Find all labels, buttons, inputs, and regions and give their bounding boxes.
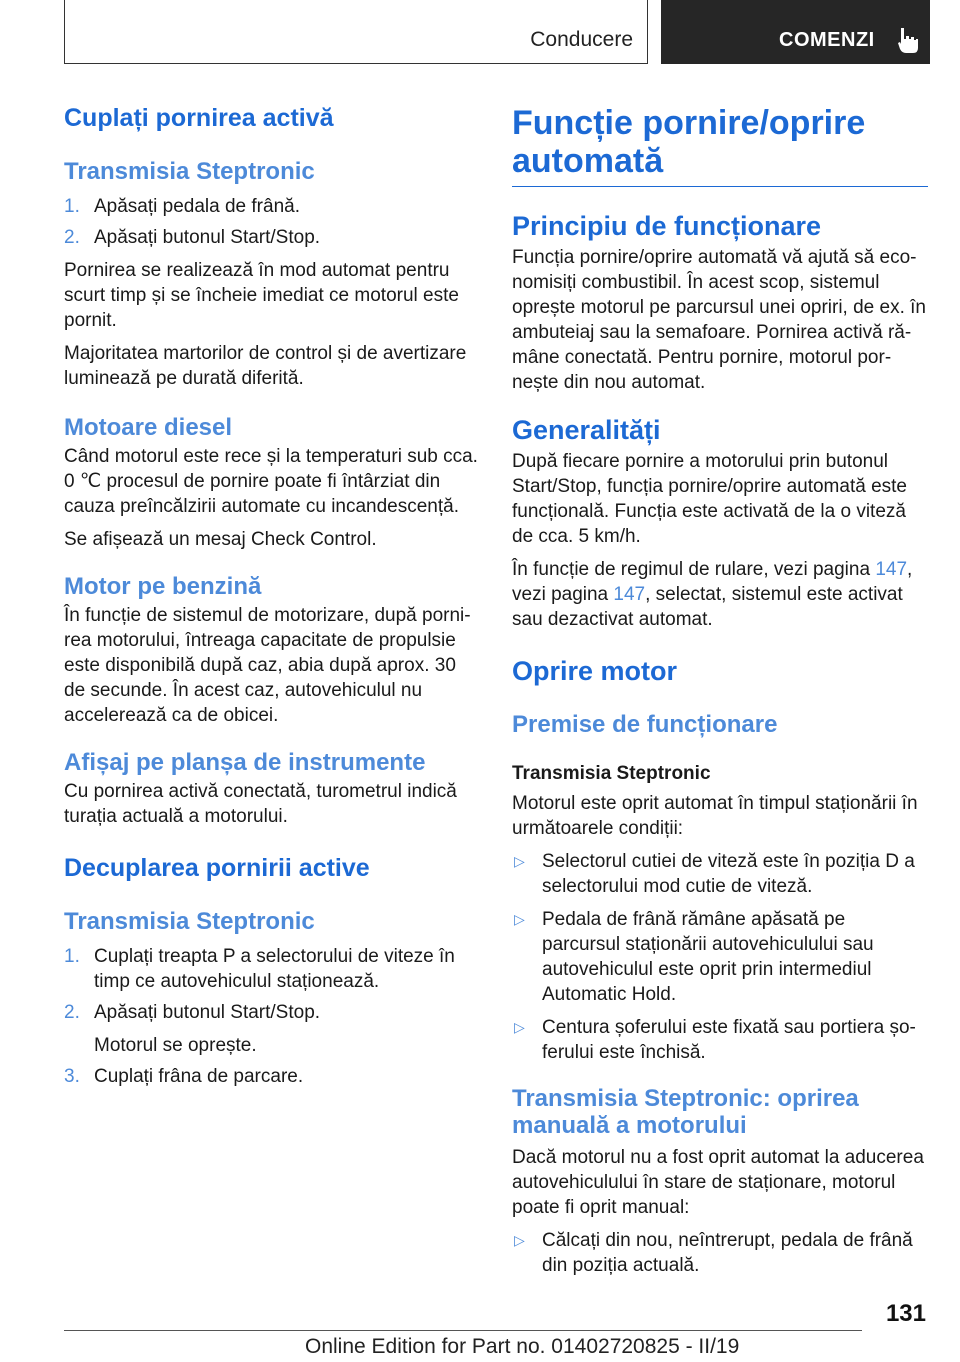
list-item	[64, 1064, 480, 1089]
edition-label: Online Edition for Part no. 01402720825 - II/19	[305, 1335, 740, 1358]
step-number: 1.	[64, 196, 80, 217]
page-link[interactable]: 147	[613, 584, 646, 605]
list-item	[64, 944, 480, 994]
paragraph: Dacă motorul nu a fost oprit automat la aducerea autovehiculului în stare de staționare, motorul poate fi oprit manual:	[512, 1147, 924, 1218]
page-header	[64, 0, 930, 64]
steps-list	[64, 944, 480, 1089]
step-text: Apăsați pedala de frână.	[94, 196, 300, 217]
triangle-bullet-icon: ▷	[514, 853, 525, 869]
step-number: 2.	[64, 1002, 80, 1023]
bullet-list	[512, 1228, 928, 1278]
paragraph: Funcția pornire/oprire automată vă ajută să economisiți combustibil. În acest scop, sistemul oprește motorul pe parcursul unei opriri, de ex. în ambuteiaj sau la semafoare. Pornirea activă rămâne conectată. Pentru pornire, motorul pornește din nou automat.	[512, 247, 926, 393]
right-column	[512, 104, 928, 1278]
bullet-list	[512, 849, 928, 1065]
subsection-title: Transmisia Steptronic	[64, 158, 315, 185]
step-note: Motorul se oprește.	[94, 1035, 257, 1056]
list-item	[512, 1228, 928, 1278]
list-item	[512, 849, 928, 899]
section-title: Cuplați pornirea activă	[64, 104, 334, 132]
paragraph: Motorul este oprit automat în timpul staționării în următoarele condiții:	[512, 793, 918, 839]
page-number: 131	[885, 1300, 926, 1327]
step-number: 2.	[64, 227, 80, 248]
subsection-title: Transmisia Steptronic: oprirea manuală a motorului	[512, 1085, 859, 1139]
bullet-text: Centura șoferului este fixată sau portiera șoferului este închisă.	[542, 1017, 916, 1063]
title-rule	[512, 186, 928, 187]
section-tab	[64, 0, 648, 64]
step-number: 1.	[64, 946, 80, 967]
step-text: Apăsați butonul Start/Stop.	[94, 1002, 321, 1023]
step-text: Apăsați butonul Start/Stop.	[94, 227, 321, 248]
text-run: , selectat, sistemul este activat sau dezactivat automat.	[512, 584, 903, 630]
bullet-text: Pedala de frână rămâne apăsată pe parcursul staționării autovehiculului sau autovehiculul este oprit prin intermediul Automatic Hold.	[542, 909, 874, 1005]
subsection-title: Afișaj pe planșa de instrumente	[64, 749, 426, 776]
list-item	[64, 194, 480, 219]
triangle-bullet-icon: ▷	[514, 911, 525, 927]
section-title: Oprire motor	[512, 656, 678, 686]
section-label: Conducere	[530, 28, 633, 51]
paragraph: După fiecare pornire a motorului prin butonul Start/Stop, funcția pornire/oprire automată este funcțională. Funcția este activată de la o viteză de cca. 5 km/h.	[512, 451, 907, 547]
bold-heading: Transmisia Steptronic	[512, 763, 711, 784]
subsection-title: Premise de funcționare	[512, 711, 778, 738]
paragraph: Se afișează un mesaj Check Control.	[64, 529, 377, 550]
triangle-bullet-icon: ▷	[514, 1232, 525, 1248]
step-text: Cuplați frâna de parcare.	[94, 1066, 304, 1087]
list-item	[64, 225, 480, 250]
text-run: În funcție de regimul de rulare, vezi pagina	[512, 559, 876, 580]
section-title: Decuplarea pornirii active	[64, 854, 370, 882]
text-run: , vezi pagina	[512, 559, 913, 605]
pointing-hand-icon	[897, 26, 919, 54]
paragraph	[512, 557, 928, 632]
subsection-title: Motoare diesel	[64, 414, 233, 441]
paragraph: În funcție de sistemul de motorizare, după pornirea motorului, întreaga capacitate de propulsie este disponibilă după caz, abia după aprox. 30 de secunde. În acest caz, autovehiculul nu accelerează ca de obicei.	[64, 605, 471, 726]
left-column	[64, 100, 480, 1089]
list-item	[512, 907, 928, 1007]
triangle-bullet-icon: ▷	[514, 1019, 525, 1035]
chapter-title: Funcție pornire/oprire automată	[512, 104, 866, 180]
chapter-label: COMENZI	[779, 29, 875, 51]
list-item	[64, 1000, 480, 1058]
paragraph: Când motorul este rece și la temperaturi sub cca. 0 ℃ procesul de pornire poate fi întârziat din cauza preîncălzirii automate cu incandescență.	[64, 446, 478, 517]
subsection-title: Motor pe benzină	[64, 573, 262, 600]
paragraph: Majoritatea martorilor de control și de avertizare luminează pe durată diferită.	[64, 343, 467, 389]
page-link[interactable]: 147	[875, 559, 908, 580]
footer-rule	[64, 1330, 862, 1331]
bullet-text: Selectorul cutiei de viteză este în poziția D a selectorului mod cutie de viteză.	[542, 851, 915, 897]
chapter-tab	[661, 0, 930, 64]
paragraph: Cu pornirea activă conectată, turometrul indică turația actuală a motorului.	[64, 781, 457, 827]
list-item	[512, 1015, 928, 1065]
step-text: Cuplați treapta P a selectorului de viteze în timp ce autovehiculul staționează.	[94, 946, 455, 992]
subsection-title: Transmisia Steptronic	[64, 908, 315, 935]
paragraph: Pornirea se realizează în mod automat pentru scurt timp și se încheie imediat ce motorul este pornit.	[64, 260, 459, 331]
section-title: Principiu de funcționare	[512, 211, 822, 241]
steps-list	[64, 194, 480, 250]
section-title: Generalități	[512, 415, 661, 445]
step-number: 3.	[64, 1066, 80, 1087]
bullet-text: Călcați din nou, neîntrerupt, pedala de frână din poziția actuală.	[542, 1230, 913, 1276]
